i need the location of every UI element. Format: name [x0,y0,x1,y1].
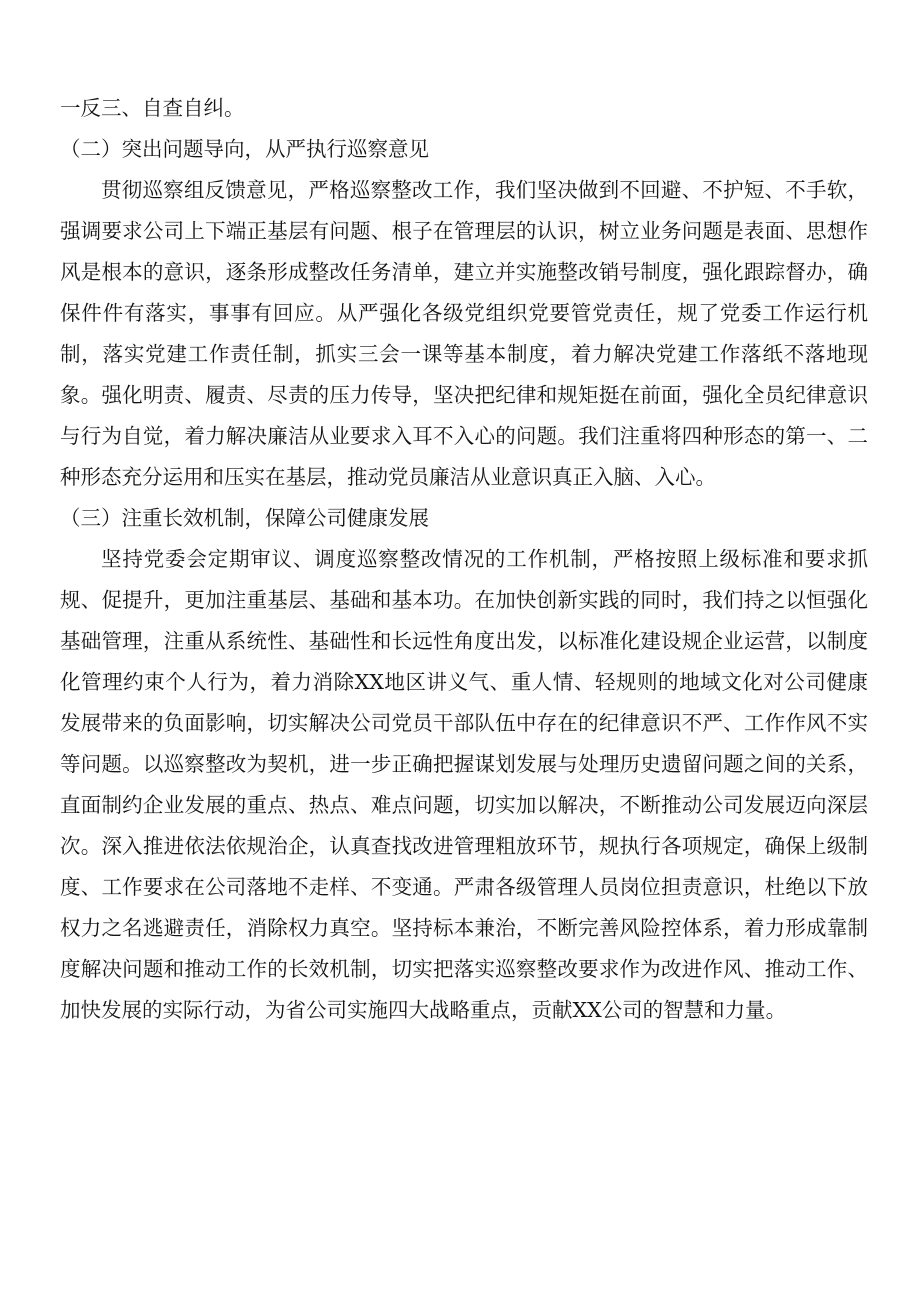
section-2-paragraph: 贯彻巡察组反馈意见，严格巡察整改工作，我们坚决做到不回避、不护短、不手软，强调要求公司上下端正基层有问题、根子在管理层的认识，树立业务问题是表面、思想作风是根本的意识，逐条形成整改任务清单，建立并实施整改销号制度，强化跟踪督办，确保件件有落实，事事有回应。从严强化各级党组织党要管党责任，规了党委工作运行机制，落实党建工作责任制，抓实三会一课等基本制度，着力解决党建工作落纸不落地现象。强化明责、履责、尽责的压力传导，坚决把纪律和规矩挺在前面，强化全员纪律意识与行为自觉，着力解决廉洁从业要求入耳不入心的问题。我们注重将四种形态的第一、二种形态充分运用和压实在基层，推动党员廉洁从业意识真正入脑、入心。 [60,178,868,489]
document-page [60,88,868,1031]
section-3-paragraph: 坚持党委会定期审议、调度巡察整改情况的工作机制，严格按照上级标准和要求抓规、促提升，更加注重基层、基础和基本功。在加快创新实践的同时，我们持之以恒强化基础管理，注重从系统性、基础性和长远性角度出发，以标准化建设规企业运营，以制度化管理约束个人行为，着力消除XX地区讲义气、重人情、轻规则的地域文化对公司健康发展带来的负面影响，切实解决公司党员干部队伍中存在的纪律意识不严、工作作风不实等问题。以巡察整改为契机，进一步正确把握谋划发展与处理历史遗留问题之间的关系，直面制约企业发展的重点、热点、难点问题，切实加以解决，不断推动公司发展迈向深层次。深入推进依法依规治企，认真查找改进管理粗放环节，规执行各项规定，确保上级制度、工作要求在公司落地不走样、不变通。严肃各级管理人员岗位担责意识，杜绝以下放权力之名逃避责任，消除权力真空。坚持标本兼治，不断完善风险控体系，着力形成靠制度解决问题和推动工作的长效机制，切实把落实巡察整改要求作为改进作风、推动工作、加快发展的实际行动，为省公司实施四大战略重点，贡献XX公司的智慧和力量。 [60,547,868,1022]
section-3-heading: （三）注重长效机制，保障公司健康发展 [60,506,429,530]
continuation-text: 一反三、自查自纠。 [60,96,245,120]
section-2-heading: （二）突出问题导向，从严执行巡察意见 [60,137,429,161]
